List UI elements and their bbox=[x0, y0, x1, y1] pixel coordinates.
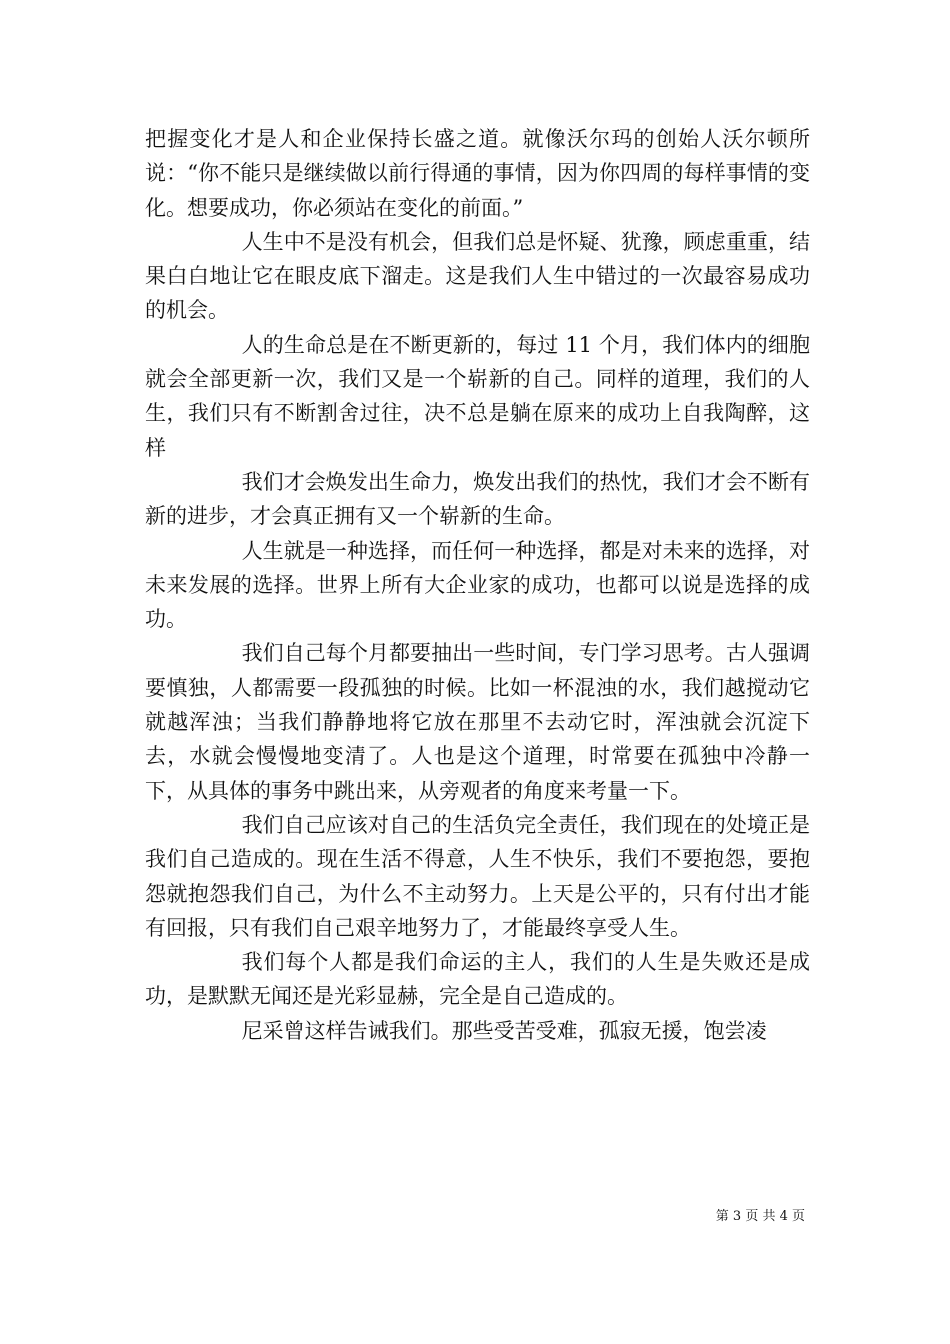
paragraph-9: 尼采曾这样告诫我们。那些受苦受难，孤寂无援，饱尝凌 bbox=[241, 1018, 767, 1043]
paragraph-4: 我们才会焕发出生命力，焕发出我们的热忱，我们才会不断有新的进步，才会真正拥有又一个崭新的生命。 bbox=[145, 469, 810, 529]
paragraph-6: 我们自己每个月都要抽出一些时间，专门学习思考。古人强调要慎独，人都需要一段孤独的时候。比如一杯混浊的水，我们越搅动它就越浑浊；当我们静静地将它放在那里不去动它时，浑浊就会沉淀下去，水就会慢慢地变清了。人也是这个道理，时常要在孤独中冷静一下，从具体的事务中跳出来，从旁观者的角度来考量一下。 bbox=[145, 641, 810, 803]
paragraph-3: 人的生命总是在不断更新的，每过 11 个月，我们体内的细胞就会全部更新一次，我们又是一个崭新的自己。同样的道理，我们的人生，我们只有不断割舍过往，决不总是躺在原来的成功上自我陶醉，这样 bbox=[145, 332, 810, 460]
paragraph-7: 我们自己应该对自己的生活负完全责任，我们现在的处境正是我们自己造成的。现在生活不得意，人生不快乐，我们不要抱怨，要抱怨就抱怨我们自己，为什么不主动努力。上天是公平的，只有付出才能有回报，只有我们自己艰辛地努力了，才能最终享受人生。 bbox=[145, 812, 810, 940]
paragraph-5: 人生就是一种选择，而任何一种选择，都是对未来的选择，对未来发展的选择。世界上所有大企业家的成功，也都可以说是选择的成功。 bbox=[145, 538, 810, 632]
paragraph-8: 我们每个人都是我们命运的主人，我们的人生是失败还是成功，是默默无闻还是光彩显赫，完全是自己造成的。 bbox=[145, 950, 810, 1009]
body-text bbox=[145, 122, 810, 1048]
paragraph-1: 把握变化才是人和企业保持长盛之道。就像沃尔玛的创始人沃尔顿所说：“你不能只是继续做以前行得通的事情，因为你四周的每样事情的变化。想要成功，你必须站在变化的前面。” bbox=[145, 127, 810, 220]
page-number-footer: 第 3 页 共 4 页 bbox=[715, 1209, 805, 1224]
paragraph-2: 人生中不是没有机会，但我们总是怀疑、犹豫，顾虑重重，结果白白地让它在眼皮底下溜走。这是我们人生中错过的一次最容易成功的机会。 bbox=[145, 229, 810, 323]
